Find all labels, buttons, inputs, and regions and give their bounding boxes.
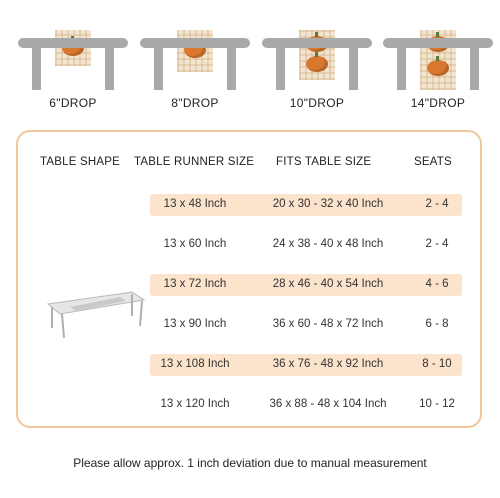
fits-size: 36 x 88 - 48 x 104 Inch [269,398,387,410]
drop-label: 8"DROP [171,96,219,110]
seats: 2 - 4 [425,198,449,210]
pumpkin-icon [427,60,449,76]
fits-size: 28 x 46 - 40 x 54 Inch [272,278,384,290]
runner-size: 13 x 48 Inch [163,198,227,210]
pumpkin-icon [306,56,328,72]
table-leg [227,44,236,90]
seats: 6 - 8 [425,318,449,330]
runner-size: 13 x 60 Inch [163,238,227,250]
drop-label: 6"DROP [49,96,97,110]
runner-size: 13 x 108 Inch [160,358,230,370]
seats: 10 - 12 [419,398,455,410]
runner-size: 13 x 90 Inch [163,318,227,330]
header-table-shape: TABLE SHAPE [40,156,120,168]
table-row [150,394,462,416]
table-leg [276,44,285,90]
runner-size: 13 x 72 Inch [163,278,227,290]
drop-label: 14"DROP [410,96,466,110]
drop-diagram-14 [383,30,493,112]
drop-diagrams [0,0,500,118]
table-row [150,314,462,336]
fits-size: 20 x 30 - 32 x 40 Inch [272,198,384,210]
table-row [150,354,462,376]
seats: 4 - 6 [425,278,449,290]
table-leg [349,44,358,90]
table-illustration-icon [40,282,150,342]
table-leg [105,44,114,90]
table-runner [177,30,213,72]
table-row [150,234,462,256]
fits-size: 36 x 60 - 48 x 72 Inch [272,318,384,330]
size-chart-panel [16,130,482,428]
table-leg [470,44,479,90]
table-row [150,194,462,216]
table-leg [32,44,41,90]
fits-size: 24 x 38 - 40 x 48 Inch [272,238,384,250]
table-row [150,274,462,296]
table-runner [55,30,91,66]
drop-label: 10"DROP [289,96,345,110]
header-seats: SEATS [414,156,452,168]
runner-size: 13 x 120 Inch [160,398,230,410]
seats: 2 - 4 [425,238,449,250]
fits-size: 36 x 76 - 48 x 92 Inch [272,358,384,370]
drop-diagram-8 [140,30,250,112]
table-leg [397,44,406,90]
measurement-note: Please allow approx. 1 inch deviation due to manual measurement [73,456,427,470]
seats: 8 - 10 [422,358,452,370]
drop-diagram-6 [18,30,128,112]
header-fits-size: FITS TABLE SIZE [276,156,372,168]
header-runner-size: TABLE RUNNER SIZE [134,156,255,168]
drop-diagram-10 [262,30,372,112]
table-leg [154,44,163,90]
